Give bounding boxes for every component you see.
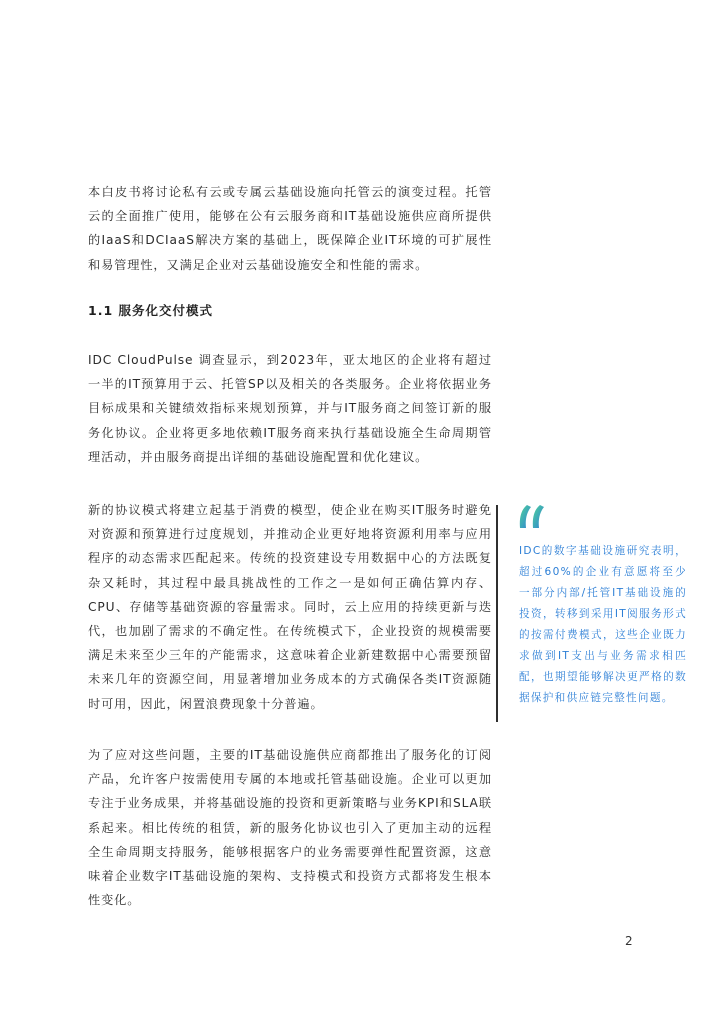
- body-paragraph-2: 新的协议模式将建立起基于消费的模型，使企业在购买IT服务时避免对资源和预算进行过度规划，并推动企业更好地将资源利用率与应用程序的动态需求匹配起来。传统的投资建设专用数据中心的方法既复杂又耗时，其过程中最具挑战性的工作之一是如何正确估算内存、CPU、存储等基础资源的容量需求。同时，云上应用的持续更新与迭代，也加剧了需求的不确定性。在传统模式下，企业投资的规模需要满足未来至少三年的产能需求，这意味着企业新建数据中心需要预留未来几年的资源空间，用显著增加业务成本的方式确保各类IT资源随时可用，因此，闲置浪费现象十分普遍。: [88, 503, 492, 711]
- quote-mark-icon: [518, 504, 546, 530]
- intro-paragraph: 本白皮书将讨论私有云或专属云基础设施向托管云的演变过程。托管云的全面推广使用，能够在公有云服务商和IT基础设施供应商所提供的IaaS和DCIaaS解决方案的基础上，既保障企业IT环境的可扩展性和易管理性，又满足企业对云基础设施安全和性能的需求。: [88, 185, 492, 272]
- page-number: 2: [625, 934, 633, 948]
- pull-quote-text: IDC的数字基础设施研究表明，超过60%的企业有意愿将至少一部分内部/托管IT基础设施的投资，转移到采用IT阅服务形式的按需付费模式，这些企业既力求做到IT支出与业务需求相匹配，也期望能够解决更严格的数据保护和供应链完整性问题。: [519, 545, 687, 704]
- section-heading: 1.1 服务化交付模式: [88, 303, 213, 318]
- body-paragraph-3: 为了应对这些问题，主要的IT基础设施供应商都推出了服务化的订阅产品，允许客户按需使用专属的本地或托管基础设施。企业可以更加专注于业务成果，并将基础设施的投资和更新策略与业务KPI和SLA联系起来。相比传统的租赁，新的服务化协议也引入了更加主动的远程全生命周期支持服务，能够根据客户的业务需要弹性配置资源，这意味着企业数字IT基础设施的架构、支持模式和投资方式都将发生根本性变化。: [88, 748, 492, 908]
- body-paragraph-1: IDC CloudPulse 调查显示，到2023年，亚太地区的企业将有超过一半的IT预算用于云、托管SP以及相关的各类服务。企业将依据业务目标成果和关键绩效指标来规划预算，并与IT服务商之间签订新的服务化协议。企业将更多地依赖IT服务商来执行基础设施全生命周期管理活动，并由服务商提出详细的基础设施配置和优化建议。: [88, 353, 492, 464]
- pull-quote-divider: [496, 505, 498, 722]
